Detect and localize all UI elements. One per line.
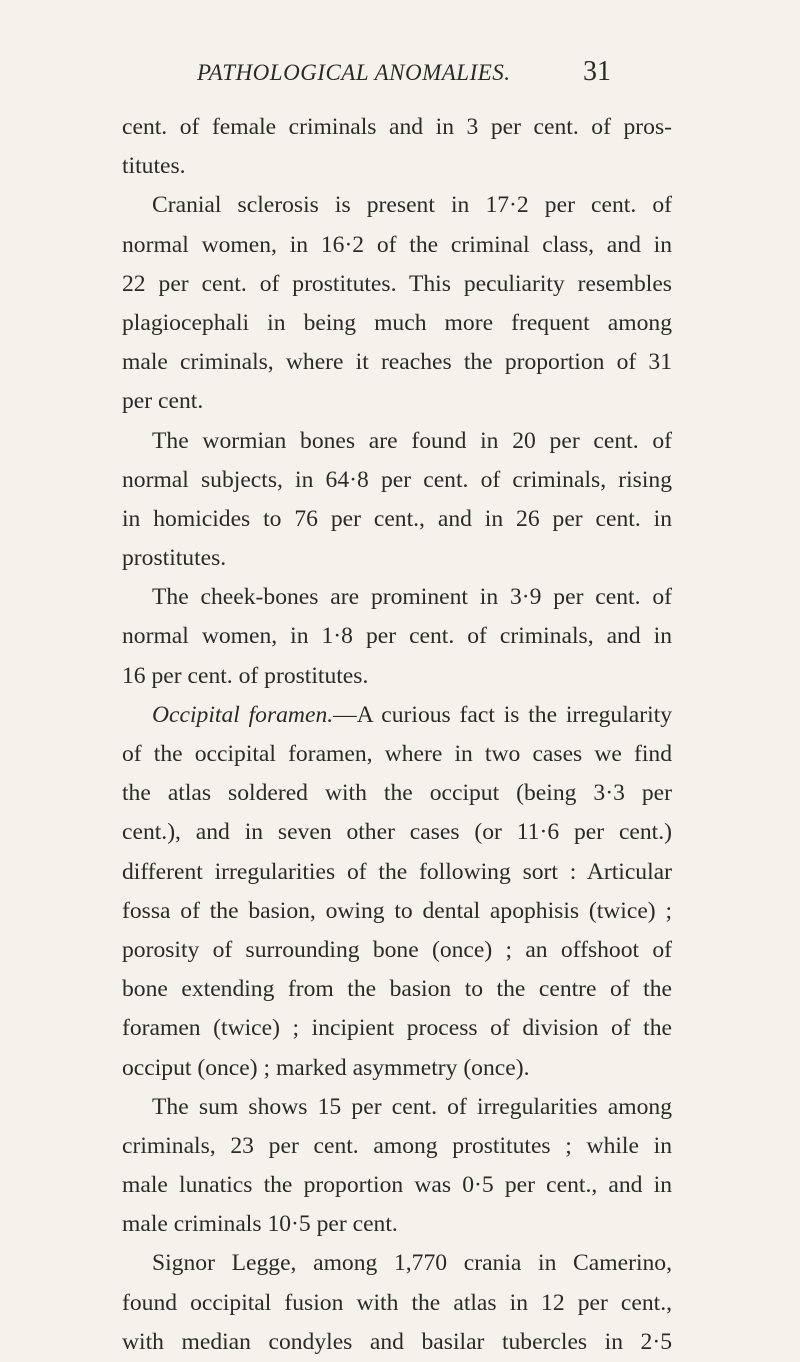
text-line	[122, 853, 672, 892]
text-line	[122, 1009, 672, 1048]
text-line	[122, 265, 672, 304]
line-text: normal women, in 1·8 per cent. of criminals, and in	[122, 623, 672, 650]
line-text: 16 per cent. of prostitutes.	[122, 662, 369, 689]
text-line	[122, 1323, 672, 1362]
page-number: 31	[583, 56, 611, 87]
line-text: plagiocephali in being much more frequent among	[122, 309, 672, 336]
text-line	[122, 539, 672, 578]
text-line	[122, 1205, 672, 1244]
text-line	[122, 813, 672, 852]
line-text: cent. of female criminals and in 3 per cent. of pros-	[122, 114, 672, 140]
line-text: prostitutes.	[122, 545, 227, 572]
text-line	[122, 108, 672, 147]
line-text: foramen (twice) ; incipient process of division of the	[122, 1015, 672, 1042]
text-line	[122, 657, 672, 696]
line-text: male criminals 10·5 per cent.	[122, 1211, 398, 1238]
line-text: criminals, 23 per cent. among prostitutes ; while in	[122, 1132, 672, 1159]
line-text: cent.), and in seven other cases (or 11·6 per cent.)	[122, 819, 672, 846]
text-line	[122, 422, 672, 461]
line-text: normal subjects, in 64·8 per cent. of criminals, rising	[122, 466, 672, 493]
line-text: 22 per cent. of prostitutes. This peculiarity resembles	[122, 270, 672, 297]
line-text: in homicides to 76 per cent., and in 26 per cent. in	[122, 505, 672, 532]
line-text: found occipital fusion with the atlas in 12 per cent.,	[122, 1289, 672, 1316]
line-text: normal women, in 16·2 of the criminal class, and in	[122, 231, 672, 258]
text-line	[122, 931, 672, 970]
text-line	[122, 892, 672, 931]
text-line	[122, 382, 672, 421]
text-line	[122, 735, 672, 774]
text-line	[122, 343, 672, 382]
text-line	[122, 1244, 672, 1283]
line-text: fossa of the basion, owing to dental apophisis (twice) ;	[122, 897, 672, 924]
line-text: per cent.	[122, 388, 204, 415]
text-line	[122, 1127, 672, 1166]
body-text	[122, 108, 672, 1362]
text-line	[122, 696, 672, 735]
line-text: Cranial sclerosis is present in 17·2 per cent. of	[152, 192, 672, 219]
text-line	[122, 1166, 672, 1205]
line-text: bone extending from the basion to the centre of the	[122, 976, 672, 1003]
line-text: —A curious fact is the irregularity	[333, 701, 672, 728]
text-line	[122, 1049, 672, 1088]
text-line	[122, 1088, 672, 1127]
text-line	[122, 500, 672, 539]
line-text: with median condyles and basilar tubercles in 2·5	[122, 1328, 672, 1355]
line-text: titutes.	[122, 153, 186, 180]
running-title: PATHOLOGICAL ANOMALIES.	[197, 60, 511, 85]
text-line	[122, 226, 672, 265]
text-line	[122, 774, 672, 813]
text-line	[122, 461, 672, 500]
line-text: male lunatics the proportion was 0·5 per cent., and in	[122, 1172, 672, 1199]
text-line	[122, 970, 672, 1009]
line-text: porosity of surrounding bone (once) ; an offshoot of	[122, 936, 672, 963]
line-text: of the occipital foramen, where in two cases we find	[122, 741, 672, 767]
text-line	[122, 1284, 672, 1323]
line-text: Signor Legge, among 1,770 crania in Camerino,	[152, 1250, 672, 1277]
line-text: occiput (once) ; marked asymmetry (once).	[122, 1054, 530, 1081]
line-text: different irregularities of the following sort : Articular	[122, 858, 672, 885]
line-text: The wormian bones are found in 20 per cent. of	[152, 427, 672, 454]
text-line	[122, 186, 672, 225]
section-heading: Occipital foramen.	[152, 701, 334, 728]
text-line	[122, 304, 672, 343]
text-line	[122, 147, 672, 186]
line-text: male criminals, where it reaches the proportion of 31	[122, 349, 672, 376]
line-text: the atlas soldered with the occiput (being 3·3 per	[122, 780, 672, 807]
text-line	[122, 617, 672, 656]
text-line	[122, 578, 672, 617]
line-text: The cheek-bones are prominent in 3·9 per cent. of	[152, 584, 672, 611]
line-text: The sum shows 15 per cent. of irregularities among	[152, 1093, 672, 1120]
